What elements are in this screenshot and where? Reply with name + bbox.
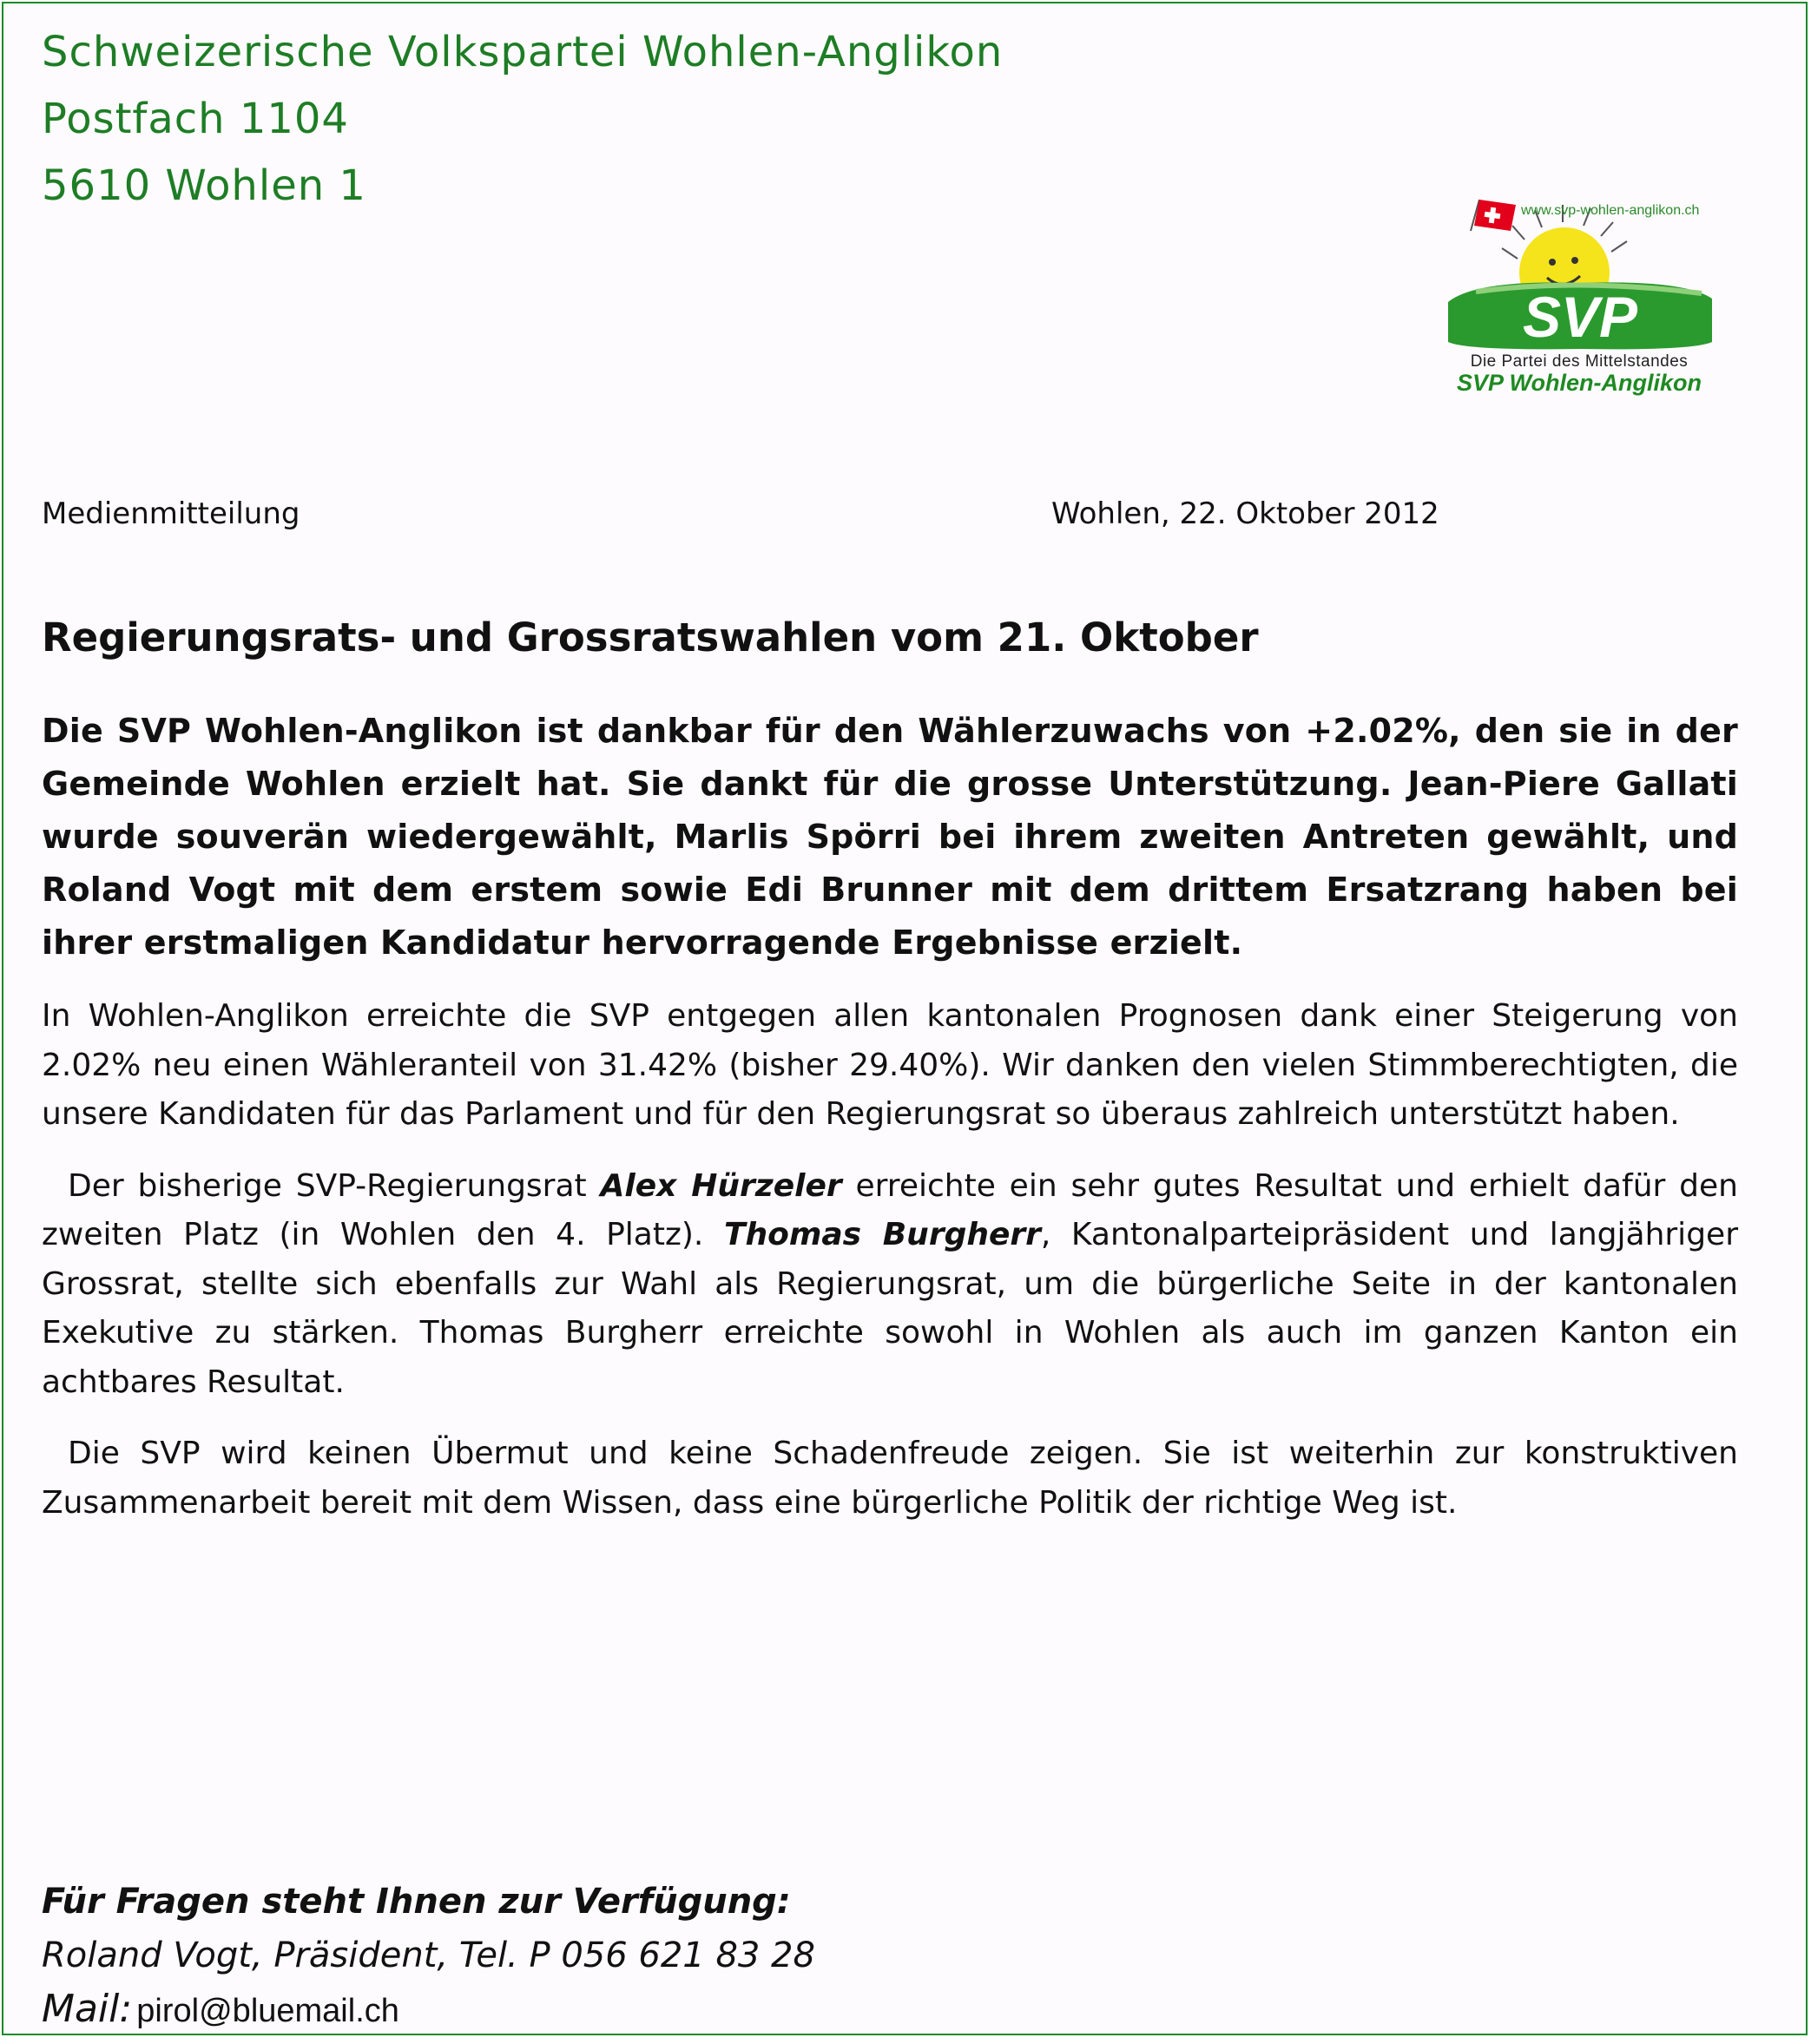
mail-address: pirol@bluemail.ch <box>136 1993 399 2029</box>
logo-slogan: Die Partei des Mittelstandes <box>1470 352 1689 371</box>
svp-wordmark: SVP <box>1522 285 1638 349</box>
paragraph-2-text-2: erreichte ein sehr gutes Resultat und erhielt dafür den zweiten Platz (in Wohlen den 4. Platz). <box>42 1167 1738 1252</box>
candidate-name-2: Thomas Burgherr <box>723 1217 1041 1252</box>
body-paragraph-3: Die SVP wird keinen Übermut und keine Schadenfreude zeigen. Sie ist weiterhin zur konstruktiven Zusammenarbeit bereit mit dem Wissen, dass eine bürgerliche Politik der richtige Weg ist. <box>42 1436 1738 1521</box>
mail-label: Mail: <box>42 1987 133 2031</box>
contact-mail-row <box>42 1982 815 2044</box>
svp-logo <box>1441 196 1728 404</box>
contact-person: Roland Vogt, Präsident, Tel. P 056 621 83 28 <box>42 1936 815 1975</box>
sender-city: 5610 Wohlen 1 <box>42 161 366 210</box>
logo-party-name: SVP Wohlen-Anglikon <box>1457 370 1702 396</box>
body-paragraph-2 <box>42 1162 1738 1408</box>
sender-postbox: Postfach 1104 <box>42 95 349 143</box>
sender-address <box>42 19 1003 220</box>
paragraph-2-text-3: , Kantonalparteipräsident und langjähriger Grossrat, stellte sich ebenfalls zur Wahl als Regierungsrat, um die bürgerliche Seite in der kantonalen Exekutive zu stärken. Thomas Burgherr erreichte sowohl in Wohlen als auch im ganzen Kanton ein achtbares Resultat. <box>42 1217 1738 1400</box>
logo-url: www.svp-wohlen-anglikon.ch <box>1521 203 1700 218</box>
document-headline: Regierungsrats- und Grossratswahlen vom 21. Oktober <box>42 615 1259 661</box>
document-body <box>42 705 1738 1528</box>
lead-paragraph: Die SVP Wohlen-Anglikon ist dankbar für den Wählerzuwachs von +2.02%, den sie in der Gemeinde Wohlen erzielt hat. Sie dankt für die grosse Unterstützung. Jean-Piere Gallati wurde souverän wiedergewählt, Marlis Spörri bei ihrem zweiten Antreten gewählt, und Roland Vogt mit dem erstem sowie Edi Brunner mit dem drittem Ersatzrang haben bei ihrer erstmaligen Kandidatur hervorragende Ergebnisse erzielt. <box>42 712 1738 962</box>
contact-heading: Für Fragen steht Ihnen zur Verfügung: <box>42 1882 791 1922</box>
document-type: Medienmitteilung <box>42 496 300 531</box>
place-date: Wohlen, 22. Oktober 2012 <box>1051 496 1439 531</box>
body-paragraph-1: In Wohlen-Anglikon erreichte die SVP entgegen allen kantonalen Prognosen dank einer Steigerung von 2.02% neu einen Wähleranteil von 31.42% (bisher 29.40%). Wir danken den vielen Stimmberechtigten, die unsere Kandidaten für das Parlament und für den Regierungsrat so überaus zahlreich unterstützt haben. <box>42 998 1738 1132</box>
contact-block <box>42 1875 815 2044</box>
paragraph-2-text-1: Der bisherige SVP-Regierungsrat <box>68 1167 601 1204</box>
candidate-name-1: Alex Hürzeler <box>600 1167 842 1204</box>
swiss-flag-icon <box>1471 200 1516 231</box>
sender-organization: Schweizerische Volkspartei Wohlen-Anglikon <box>42 28 1004 76</box>
